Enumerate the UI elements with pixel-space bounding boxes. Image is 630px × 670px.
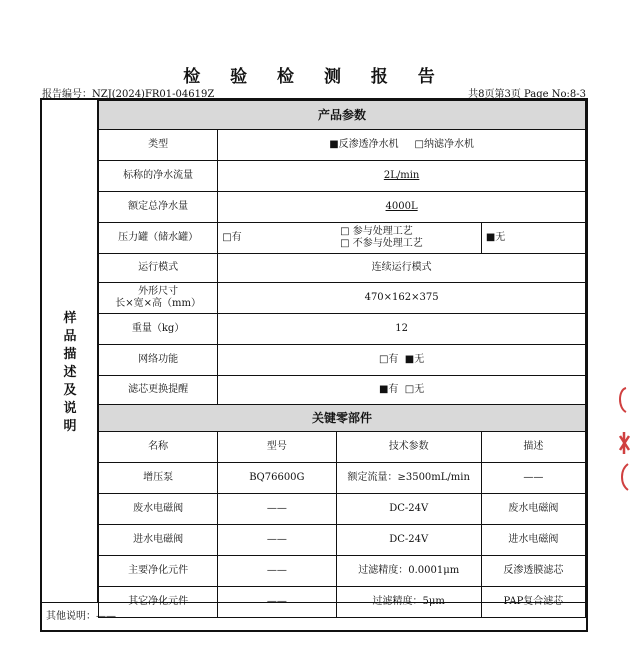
total-value-text: 4000L <box>385 201 418 212</box>
table-row <box>99 525 586 556</box>
total-label: 额定总净水量 <box>99 192 218 223</box>
size-label <box>99 283 218 314</box>
tank-label: 压力罐（储水罐） <box>99 223 218 254</box>
sidebar-label-char: 说 <box>63 401 77 416</box>
component-name: 进水电磁阀 <box>99 525 218 556</box>
component-desc: 进水电磁阀 <box>481 525 585 556</box>
size-label-line1: 外形尺寸 <box>138 286 179 297</box>
params-table <box>98 100 586 618</box>
sidebar-label-char: 明 <box>63 419 77 434</box>
component-desc: 反渗透膜滤芯 <box>481 556 585 587</box>
tank-suboptions <box>336 223 481 254</box>
table-row <box>99 463 586 494</box>
component-desc: —— <box>481 463 585 494</box>
sidebar-label <box>42 310 98 436</box>
mode-value: 连续运行模式 <box>218 254 586 283</box>
component-spec: 过滤精度：5μm <box>336 587 481 618</box>
tank-suboption-noprocess: □ 不参与处理工艺 <box>340 238 423 249</box>
network-value: □有 ■无 <box>218 345 586 376</box>
filter-remind-value: ■有 □无 <box>218 376 586 405</box>
type-value <box>218 130 586 161</box>
weight-value: 12 <box>218 314 586 345</box>
flow-value <box>218 161 586 192</box>
report-sheet <box>40 98 588 632</box>
type-label: 类型 <box>99 130 218 161</box>
component-desc: 废水电磁阀 <box>481 494 585 525</box>
component-model: —— <box>218 525 336 556</box>
component-desc: PAP复合滤芯 <box>481 587 585 618</box>
flow-value-text: 2L/min <box>383 170 420 181</box>
mode-label: 运行模式 <box>99 254 218 283</box>
size-value: 470×162×375 <box>218 283 586 314</box>
component-model: —— <box>218 494 336 525</box>
other-notes: 其他说明：—— <box>42 602 586 630</box>
col-header-name: 名称 <box>99 432 218 463</box>
params-heading: 产品参数 <box>99 101 586 130</box>
component-name: 主要净化元件 <box>99 556 218 587</box>
report-title: 检 验 检 测 报 告 <box>183 67 447 87</box>
sidebar-label-char: 述 <box>63 365 77 380</box>
component-model: —— <box>218 587 336 618</box>
tank-suboption-process: □ 参与处理工艺 <box>340 226 413 237</box>
col-header-spec: 技术参数 <box>336 432 481 463</box>
sidebar-label-char: 品 <box>63 329 77 344</box>
component-spec: DC-24V <box>336 494 481 525</box>
component-spec: 额定流量：≥3500mL/min <box>336 463 481 494</box>
component-name: 其它净化元件 <box>99 587 218 618</box>
col-header-desc: 描述 <box>481 432 585 463</box>
weight-label: 重量（kg） <box>99 314 218 345</box>
type-option-nf: □纳滤净水机 <box>414 139 474 150</box>
table-row <box>99 494 586 525</box>
col-header-model: 型号 <box>218 432 336 463</box>
sidebar-label-char: 及 <box>63 383 77 398</box>
size-label-line2: 长×宽×高（mm） <box>115 298 201 309</box>
network-label: 网络功能 <box>99 345 218 376</box>
component-spec: 过滤精度：0.0001μm <box>336 556 481 587</box>
tank-option-none: ■无 <box>481 223 585 254</box>
sidebar-label-char: 样 <box>63 311 77 326</box>
sidebar-cell <box>42 100 98 602</box>
total-value <box>218 192 586 223</box>
page-info: 共8页第3页 Page No:8-3 <box>468 89 586 100</box>
component-name: 废水电磁阀 <box>99 494 218 525</box>
filter-remind-label: 滤芯更换提醒 <box>99 376 218 405</box>
type-option-ro: ■反渗透净水机 <box>329 139 399 150</box>
flow-label: 标称的净水流量 <box>99 161 218 192</box>
tank-option-have: □有 <box>218 223 336 254</box>
report-number: 报告编号：NZJ(2024)FR01-04619Z <box>42 89 215 100</box>
component-name: 增压泵 <box>99 463 218 494</box>
component-spec: DC-24V <box>336 525 481 556</box>
table-row <box>99 556 586 587</box>
component-model: —— <box>218 556 336 587</box>
component-model: BQ76600G <box>218 463 336 494</box>
components-heading: 关键零部件 <box>99 405 586 432</box>
red-seal-stamp <box>616 384 630 504</box>
sidebar-label-char: 描 <box>63 347 77 362</box>
